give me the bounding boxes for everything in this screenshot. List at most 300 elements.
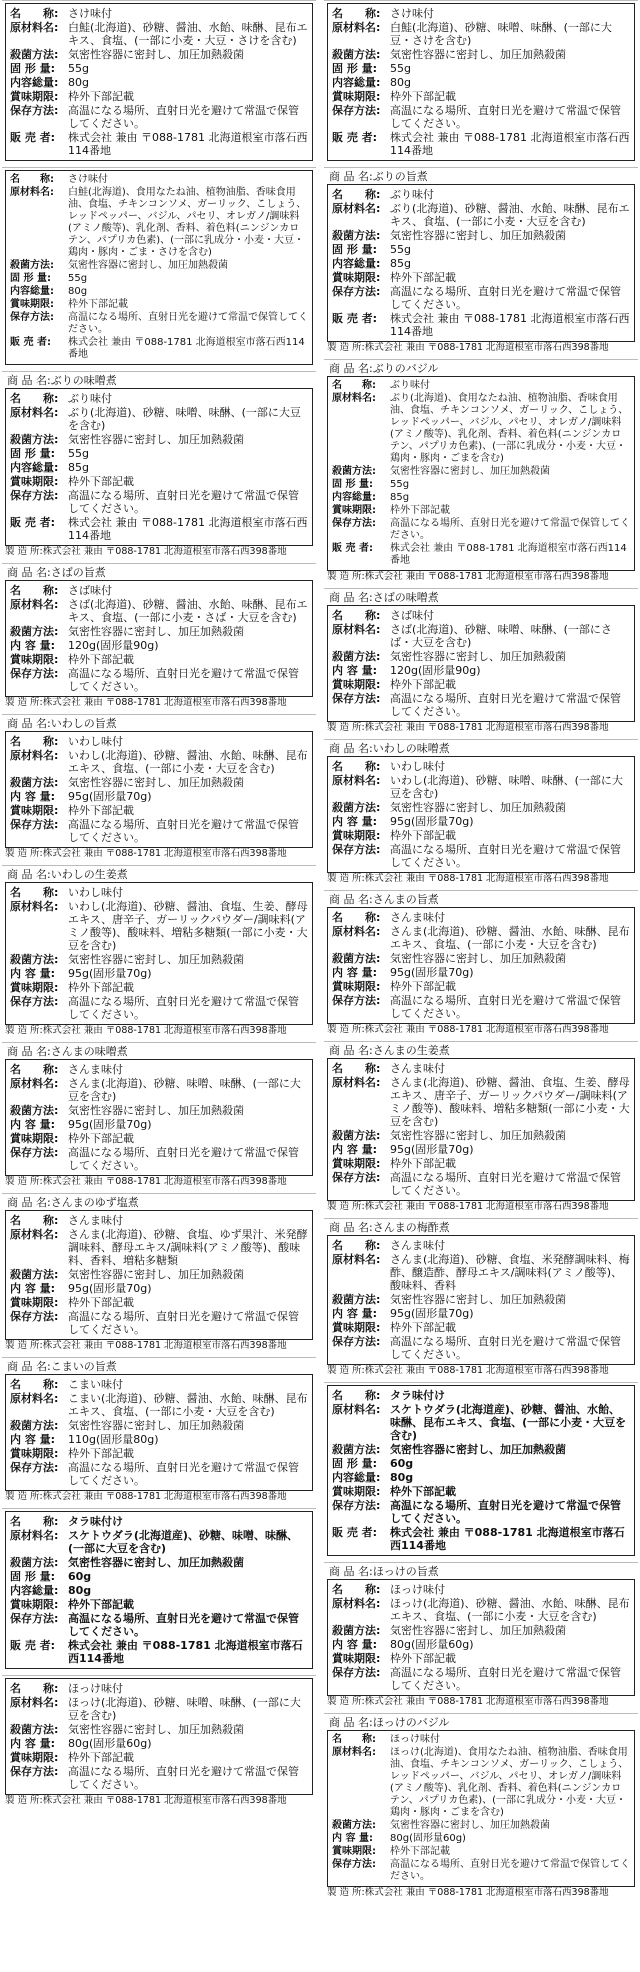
product-label-card [324, 588, 638, 735]
field-value-name: さんま味付 [68, 1214, 123, 1227]
product-name-value: さんまの味噌煮 [50, 1045, 128, 1058]
maker-value: 株式会社 兼由 〒088-1781 北海道根室市落石西398番地 [42, 848, 287, 859]
label-row-name [10, 1378, 308, 1391]
product-label-card [324, 890, 638, 1037]
field-key-expiry: 賞味期限: [332, 505, 376, 516]
label-row-ingredients [332, 1597, 630, 1623]
maker-value: 株式会社 兼由 〒088-1781 北海道根室市落石西398番地 [42, 1491, 287, 1502]
label-row-content [10, 286, 308, 298]
label-row-ingredients [332, 202, 630, 228]
field-key-expiry: 賞味期限: [10, 981, 59, 994]
field-key-solid: 固 形 量: [10, 1570, 56, 1583]
field-value-name: ほっけ味付 [390, 1734, 440, 1745]
field-key-sterilization: 殺菌方法: [332, 1129, 381, 1142]
label-box [5, 882, 313, 1025]
field-key-solid: 固 形 量: [332, 62, 378, 75]
product-label-card [324, 1562, 638, 1709]
field-key-seller: 販 売 者: [332, 543, 373, 554]
field-value-expiry: 枠外下部記載 [390, 1157, 456, 1170]
field-value-content: 85g [390, 492, 410, 503]
field-key-solid: 固 形 量: [332, 479, 373, 490]
label-row-solid [10, 1570, 308, 1583]
field-value-sterilization: 気密性容器に密封し、加圧加熱殺菌 [390, 650, 566, 663]
label-row-volume [332, 664, 630, 677]
label-row-name [332, 380, 630, 392]
label-box [327, 184, 635, 342]
field-value-ingredients: スケトウダラ(北海道産)、砂糖、醤油、水飴、味醂、昆布エキス、食塩、(一部に小麦・大豆を含む) [390, 1403, 627, 1442]
field-key-sterilization: 殺菌方法: [332, 801, 381, 814]
field-value-storage: 高温になる場所、直射日光を避けて常温で保管してください。 [68, 1461, 299, 1487]
field-value-name: ほっけ味付 [390, 1583, 445, 1596]
label-row-seller [10, 131, 308, 157]
label-row-expiry [332, 980, 630, 993]
label-row-expiry [10, 1296, 308, 1309]
product-name-value: さんまの梅酢煮 [372, 1221, 450, 1234]
label-row-content [332, 1471, 630, 1484]
label-row-storage [332, 104, 630, 130]
product-name-key: 商 品 名: [7, 566, 51, 579]
field-value-ingredients: 白鮭(北海道)、砂糖、醤油、水飴、味醂、昆布エキス、食塩、(一部に小麦・大豆・さけを含む) [68, 21, 308, 47]
maker-line [5, 697, 313, 708]
maker-line [5, 1340, 313, 1351]
product-name-line [327, 591, 635, 605]
field-value-ingredients: 白鮭(北海道)、食用なたね油、植物油脂、香味食用油、食塩、チキンコンソメ、ガーリック、こしょう、レッドペッパー、バジル、パセリ、オレガノ/調味料(アミノ酸等)、乳化剤、香料、着色料(ニンジンカロテン、パプリカ色素)、(一部に乳成分・小麦・大豆・鶏肉・豚肉・ごま・さけを含む) [68, 187, 307, 258]
field-value-storage: 高温になる場所、直射日光を避けて常温で保管してください。 [390, 518, 630, 541]
field-value-ingredients: スケトウダラ(北海道産)、砂糖、味噌、味醂、(一部に大豆を含む) [68, 1529, 298, 1555]
field-value-solid: 55g [390, 479, 410, 490]
field-key-name: 名 称: [10, 174, 54, 185]
label-row-volume [10, 1433, 308, 1446]
label-row-sterilization [332, 1820, 630, 1832]
label-row-name [332, 911, 630, 924]
product-label-card [324, 1713, 638, 1900]
field-value-sterilization: 気密性容器に密封し、加圧加熱殺菌 [68, 433, 244, 446]
label-row-ingredients [10, 1392, 308, 1418]
field-value-sterilization: 気密性容器に密封し、加圧加熱殺菌 [390, 1293, 566, 1306]
field-value-expiry: 枠外下部記載 [68, 1132, 134, 1145]
field-key-storage: 保存方法: [332, 692, 381, 705]
maker-key: 製 造 所: [5, 1795, 43, 1806]
field-key-expiry: 賞味期限: [332, 271, 381, 284]
field-value-sterilization: 気密性容器に密封し、加圧加熱殺菌 [68, 48, 244, 61]
field-value-name: さけ味付 [68, 174, 108, 185]
field-value-sterilization: 気密性容器に密封し、加圧加熱殺菌 [68, 1556, 244, 1569]
label-row-name [10, 735, 308, 748]
label-box [5, 731, 313, 848]
field-value-content: 80g [390, 76, 411, 89]
label-row-volume [10, 1282, 308, 1295]
label-row-storage [332, 692, 630, 718]
label-box [327, 1235, 635, 1365]
field-key-storage: 保存方法: [332, 1666, 381, 1679]
maker-key: 製 造 所: [5, 1340, 43, 1351]
field-key-solid: 固 形 量: [332, 243, 378, 256]
label-box [327, 1058, 635, 1201]
field-key-sterilization: 殺菌方法: [10, 776, 59, 789]
field-value-volume: 80g(固形量60g) [390, 1833, 466, 1844]
maker-value: 株式会社 兼由 〒088-1781 北海道根室市落石西398番地 [42, 697, 287, 708]
field-value-solid: 60g [390, 1457, 414, 1470]
field-value-sterilization: 気密性容器に密封し、加圧加熱殺菌 [68, 1268, 244, 1281]
label-row-name [10, 1214, 308, 1227]
field-key-sterilization: 殺菌方法: [10, 953, 59, 966]
label-row-expiry [332, 678, 630, 691]
field-value-ingredients: いわし(北海道)、砂糖、醤油、食塩、生姜、酵母エキス、唐辛子、ガーリックパウダー/調味料(アミノ酸等)、酸味料、増粘多糖類(一部に小麦・大豆を含む) [68, 900, 308, 952]
label-row-content [10, 461, 308, 474]
maker-key: 製 造 所: [5, 546, 43, 557]
field-key-volume: 内 容 量: [10, 639, 56, 652]
label-row-name [10, 1682, 308, 1695]
field-value-name: こまい味付 [68, 1378, 123, 1391]
label-row-sterilization [332, 48, 630, 61]
field-key-name: 名 称: [10, 1063, 59, 1076]
maker-value: 株式会社 兼由 〒088-1781 北海道根室市落石西398番地 [364, 1696, 609, 1707]
product-name-key: 商 品 名: [329, 1044, 373, 1057]
field-key-name: 名 称: [332, 760, 381, 773]
label-row-sterilization [10, 625, 308, 638]
field-value-ingredients: ほっけ(北海道)、砂糖、味噌、味醂、(一部に大豆を含む) [68, 1696, 301, 1722]
field-key-storage: 保存方法: [10, 1612, 59, 1625]
label-row-storage [332, 1499, 630, 1525]
maker-key: 製 造 所: [327, 873, 365, 884]
field-value-expiry: 枠外下部記載 [68, 475, 134, 488]
field-key-expiry: 賞味期限: [10, 804, 59, 817]
field-key-expiry: 賞味期限: [332, 678, 381, 691]
field-key-volume: 内 容 量: [332, 815, 378, 828]
field-value-name: いわし味付 [68, 735, 123, 748]
field-value-name: ぶり味付 [390, 188, 434, 201]
field-value-volume: 120g(固形量90g) [390, 664, 481, 677]
field-value-name: さんま味付 [390, 911, 445, 924]
field-key-name: 名 称: [332, 911, 381, 924]
field-key-content: 内容総量: [10, 1584, 59, 1597]
field-value-ingredients: さば(北海道)、砂糖、醤油、水飴、味醂、昆布エキス、食塩、(一部に小麦・さば・大豆を含む) [68, 598, 308, 624]
field-value-sterilization: 気密性容器に密封し、加圧加熱殺菌 [390, 1820, 550, 1831]
field-key-name: 名 称: [332, 380, 376, 391]
label-row-name [332, 1389, 630, 1402]
label-row-volume [10, 1737, 308, 1750]
field-key-content: 内容総量: [332, 492, 376, 503]
label-row-storage [332, 1859, 630, 1883]
left-column [0, 0, 318, 1812]
maker-key: 製 造 所: [327, 342, 365, 353]
field-key-solid: 固 形 量: [332, 1457, 378, 1470]
label-row-sterilization [332, 466, 630, 478]
maker-line [327, 1365, 635, 1376]
label-row-expiry [332, 1846, 630, 1858]
label-row-name [332, 1239, 630, 1252]
product-name-key: 商 品 名: [7, 1045, 51, 1058]
field-key-name: 名 称: [10, 392, 59, 405]
label-row-solid [10, 273, 308, 285]
product-label-card [324, 1218, 638, 1378]
field-key-volume: 内 容 量: [332, 1307, 378, 1320]
field-value-sterilization: 気密性容器に密封し、加圧加熱殺菌 [68, 1723, 244, 1736]
field-key-storage: 保存方法: [332, 994, 381, 1007]
label-row-name [332, 760, 630, 773]
label-row-storage [10, 818, 308, 844]
field-value-storage: 高温になる場所、直射日光を避けて常温で保管してください。 [390, 994, 621, 1020]
field-value-content: 85g [68, 461, 89, 474]
field-key-volume: 内 容 量: [10, 790, 56, 803]
product-name-key: 商 品 名: [329, 1565, 373, 1578]
field-key-volume: 内 容 量: [332, 1638, 378, 1651]
field-key-solid: 固 形 量: [10, 447, 56, 460]
product-label-card [2, 1508, 316, 1671]
label-row-name [10, 7, 308, 20]
field-key-storage: 保存方法: [10, 104, 59, 117]
label-row-ingredients [10, 21, 308, 47]
maker-value: 株式会社 兼由 〒088-1781 北海道根室市落石西398番地 [42, 1176, 287, 1187]
maker-key: 製 造 所: [327, 722, 365, 733]
field-key-ingredients: 原材料名: [332, 1253, 381, 1266]
field-value-sterilization: 気密性容器に密封し、加圧加熱殺菌 [390, 466, 550, 477]
field-key-storage: 保存方法: [10, 995, 59, 1008]
field-value-name: さんま味付 [390, 1239, 445, 1252]
maker-line [327, 1696, 635, 1707]
label-row-storage [332, 1335, 630, 1361]
field-value-content: 80g [68, 76, 89, 89]
field-value-sterilization: 気密性容器に密封し、加圧加熱殺菌 [68, 260, 228, 271]
field-value-expiry: 枠外下部記載 [390, 90, 456, 103]
label-row-storage [332, 1171, 630, 1197]
label-row-sterilization [10, 1556, 308, 1569]
label-row-sterilization [332, 229, 630, 242]
field-value-name: タラ味付け [390, 1389, 445, 1402]
label-box [5, 3, 313, 161]
label-row-expiry [332, 1485, 630, 1498]
product-name-line [5, 868, 313, 882]
product-name-line [327, 742, 635, 756]
maker-line [5, 1491, 313, 1502]
label-row-seller [332, 543, 630, 567]
maker-line [5, 546, 313, 557]
label-row-content [332, 492, 630, 504]
field-value-seller: 株式会社 兼由 〒088-1781 北海道根室市落石西114番地 [68, 1639, 303, 1665]
label-row-storage [10, 1461, 308, 1487]
field-value-expiry: 枠外下部記載 [68, 1751, 134, 1764]
field-value-solid: 55g [68, 447, 89, 460]
product-label-card [324, 1041, 638, 1214]
label-row-sterilization [10, 1419, 308, 1432]
field-key-volume: 内 容 量: [332, 1143, 378, 1156]
label-row-volume [10, 1118, 308, 1131]
label-row-ingredients [10, 900, 308, 952]
field-key-expiry: 賞味期限: [10, 299, 54, 310]
field-value-name: さんま味付 [68, 1063, 123, 1076]
field-value-ingredients: さんま(北海道)、砂糖、食塩、米発酵調味料、梅酢、醸造酢、酵母エキス/調味料(アミノ酸等)、酸味料、香料 [390, 1253, 630, 1292]
field-value-ingredients: ほっけ(北海道)、砂糖、醤油、水飴、味醂、昆布エキス、食塩、(一部に小麦・大豆を含む) [390, 1597, 630, 1623]
label-box [327, 907, 635, 1024]
product-name-value: いわしの生姜煮 [50, 868, 128, 881]
label-row-ingredients [332, 21, 630, 47]
field-value-sterilization: 気密性容器に密封し、加圧加熱殺菌 [390, 48, 566, 61]
label-row-storage [10, 995, 308, 1021]
field-key-volume: 内 容 量: [332, 664, 378, 677]
field-key-ingredients: 原材料名: [10, 900, 59, 913]
label-row-solid [332, 1457, 630, 1470]
field-value-storage: 高温になる場所、直射日光を避けて常温で保管してください。 [68, 489, 299, 515]
maker-key: 製 造 所: [327, 1696, 365, 1707]
field-value-expiry: 枠外下部記載 [390, 1846, 450, 1857]
field-key-sterilization: 殺菌方法: [10, 433, 59, 446]
field-value-seller: 株式会社 兼由 〒088-1781 北海道根室市落石西114番地 [390, 131, 630, 157]
field-key-storage: 保存方法: [332, 1335, 381, 1348]
label-row-name [10, 1515, 308, 1528]
label-row-sterilization [332, 952, 630, 965]
field-key-ingredients: 原材料名: [10, 1696, 59, 1709]
label-row-sterilization [10, 776, 308, 789]
field-key-name: 名 称: [332, 1062, 381, 1075]
label-row-ingredients [332, 1403, 630, 1442]
field-key-expiry: 賞味期限: [332, 1157, 381, 1170]
field-value-ingredients: いわし(北海道)、砂糖、味噌、味醂、(一部に大豆を含む) [390, 774, 623, 800]
label-box [5, 1678, 313, 1795]
field-key-storage: 保存方法: [10, 667, 59, 680]
product-name-value: いわしの味噌煮 [372, 742, 450, 755]
label-row-ingredients [10, 1696, 308, 1722]
field-key-ingredients: 原材料名: [332, 623, 381, 636]
label-row-sterilization [10, 1104, 308, 1117]
label-row-sterilization [10, 1723, 308, 1736]
label-row-solid [10, 62, 308, 75]
product-name-line [5, 1360, 313, 1374]
label-row-ingredients [332, 1253, 630, 1292]
field-value-sterilization: 気密性容器に密封し、加圧加熱殺菌 [68, 776, 244, 789]
field-key-name: 名 称: [10, 735, 59, 748]
label-row-expiry [10, 1447, 308, 1460]
field-value-volume: 95g(固形量70g) [68, 1282, 152, 1295]
field-value-sterilization: 気密性容器に密封し、加圧加熱殺菌 [68, 1419, 244, 1432]
product-name-line [327, 362, 635, 376]
label-box [5, 1511, 313, 1669]
field-value-expiry: 枠外下部記載 [68, 1296, 134, 1309]
field-value-sterilization: 気密性容器に密封し、加圧加熱殺菌 [68, 625, 244, 638]
field-value-expiry: 枠外下部記載 [390, 678, 456, 691]
product-name-key: 商 品 名: [7, 868, 51, 881]
field-value-storage: 高温になる場所、直射日光を避けて常温で保管してください。 [390, 1171, 621, 1197]
field-value-expiry: 枠外下部記載 [68, 1447, 134, 1460]
label-row-solid [332, 62, 630, 75]
field-value-sterilization: 気密性容器に密封し、加圧加熱殺菌 [390, 952, 566, 965]
label-row-volume [332, 815, 630, 828]
label-row-storage [10, 1146, 308, 1172]
field-key-seller: 販 売 者: [10, 131, 56, 144]
label-row-ingredients [10, 1228, 308, 1267]
field-key-ingredients: 原材料名: [10, 598, 59, 611]
label-row-storage [10, 1612, 308, 1638]
product-label-card [2, 167, 316, 367]
product-label-card [324, 359, 638, 584]
field-value-storage: 高温になる場所、直射日光を避けて常温で保管してください。 [390, 104, 621, 130]
product-label-card [2, 371, 316, 559]
field-value-name: さば味付 [390, 609, 434, 622]
field-value-content: 80g [68, 286, 88, 297]
label-box [5, 1210, 313, 1340]
product-label-card [324, 1382, 638, 1558]
field-value-volume: 120g(固形量90g) [68, 639, 159, 652]
product-label-card [2, 0, 316, 163]
label-row-solid [332, 479, 630, 491]
label-row-seller [332, 131, 630, 157]
field-value-content: 80g [68, 1584, 92, 1597]
label-row-seller [10, 1639, 308, 1665]
product-name-key: 商 品 名: [329, 893, 373, 906]
field-value-volume: 80g(固形量60g) [68, 1737, 152, 1750]
product-name-line [327, 1716, 635, 1730]
field-key-name: 名 称: [332, 1389, 381, 1402]
field-key-sterilization: 殺菌方法: [332, 1293, 381, 1306]
field-value-ingredients: さんま(北海道)、砂糖、醤油、水飴、味醂、昆布エキス、食塩、(一部に小麦・大豆を含む) [390, 925, 630, 951]
field-value-seller: 株式会社 兼由 〒088-1781 北海道根室市落石西114番地 [390, 312, 630, 338]
field-key-volume: 内 容 量: [10, 1737, 56, 1750]
field-value-expiry: 枠外下部記載 [390, 980, 456, 993]
field-key-sterilization: 殺菌方法: [332, 1820, 376, 1831]
field-value-name: さけ味付 [68, 7, 112, 20]
field-value-seller: 株式会社 兼由 〒088-1781 北海道根室市落石西114番地 [68, 337, 305, 360]
field-key-volume: 内 容 量: [10, 1282, 56, 1295]
field-key-expiry: 賞味期限: [10, 475, 59, 488]
product-label-card [2, 1357, 316, 1504]
field-key-expiry: 賞味期限: [332, 829, 381, 842]
field-value-seller: 株式会社 兼由 〒088-1781 北海道根室市落石西114番地 [390, 1526, 625, 1552]
field-value-storage: 高温になる場所、直射日光を避けて常温で保管してください。 [68, 1612, 299, 1638]
maker-line [5, 1795, 313, 1806]
field-value-sterilization: 気密性容器に密封し、加圧加熱殺菌 [390, 1443, 566, 1456]
product-name-value: ほっけのバジル [372, 1716, 450, 1729]
field-key-expiry: 賞味期限: [332, 980, 381, 993]
field-key-ingredients: 原材料名: [332, 202, 381, 215]
field-value-volume: 95g(固形量70g) [390, 1307, 474, 1320]
label-box [327, 3, 635, 161]
product-name-key: 商 品 名: [7, 1196, 51, 1209]
field-key-expiry: 賞味期限: [332, 1652, 381, 1665]
field-key-sterilization: 殺菌方法: [332, 1624, 381, 1637]
product-name-value: さばの旨煮 [50, 566, 106, 579]
field-key-seller: 販 売 者: [10, 1639, 56, 1652]
label-row-ingredients [10, 749, 308, 775]
field-key-storage: 保存方法: [332, 1859, 376, 1870]
field-value-storage: 高温になる場所、直射日光を避けて常温で保管してください。 [390, 843, 621, 869]
field-value-sterilization: 気密性容器に密封し、加圧加熱殺菌 [390, 1624, 566, 1637]
product-name-line [5, 1045, 313, 1059]
label-row-sterilization [332, 1624, 630, 1637]
field-key-ingredients: 原材料名: [10, 21, 59, 34]
maker-value: 株式会社 兼由 〒088-1781 北海道根室市落石西398番地 [364, 722, 609, 733]
field-key-sterilization: 殺菌方法: [332, 466, 376, 477]
label-box [5, 388, 313, 546]
field-key-storage: 保存方法: [332, 1499, 381, 1512]
field-value-sterilization: 気密性容器に密封し、加圧加熱殺菌 [68, 953, 244, 966]
field-key-storage: 保存方法: [332, 843, 381, 856]
field-value-ingredients: ぶり(北海道)、砂糖、味噌、味醂、(一部に大豆を含む) [68, 406, 301, 432]
field-key-ingredients: 原材料名: [332, 925, 381, 938]
field-value-expiry: 枠外下部記載 [68, 804, 134, 817]
label-row-name [10, 886, 308, 899]
field-key-expiry: 賞味期限: [10, 1296, 59, 1309]
product-name-key: 商 品 名: [7, 717, 51, 730]
field-key-expiry: 賞味期限: [10, 1132, 59, 1145]
maker-line [327, 571, 635, 582]
label-row-sterilization [332, 1293, 630, 1306]
field-key-content: 内容総量: [10, 461, 59, 474]
product-label-card [2, 1675, 316, 1808]
field-key-ingredients: 原材料名: [332, 1403, 381, 1416]
field-key-seller: 販 売 者: [332, 1526, 378, 1539]
field-key-content: 内容総量: [332, 76, 381, 89]
label-row-volume [10, 790, 308, 803]
field-value-expiry: 枠外下部記載 [68, 653, 134, 666]
